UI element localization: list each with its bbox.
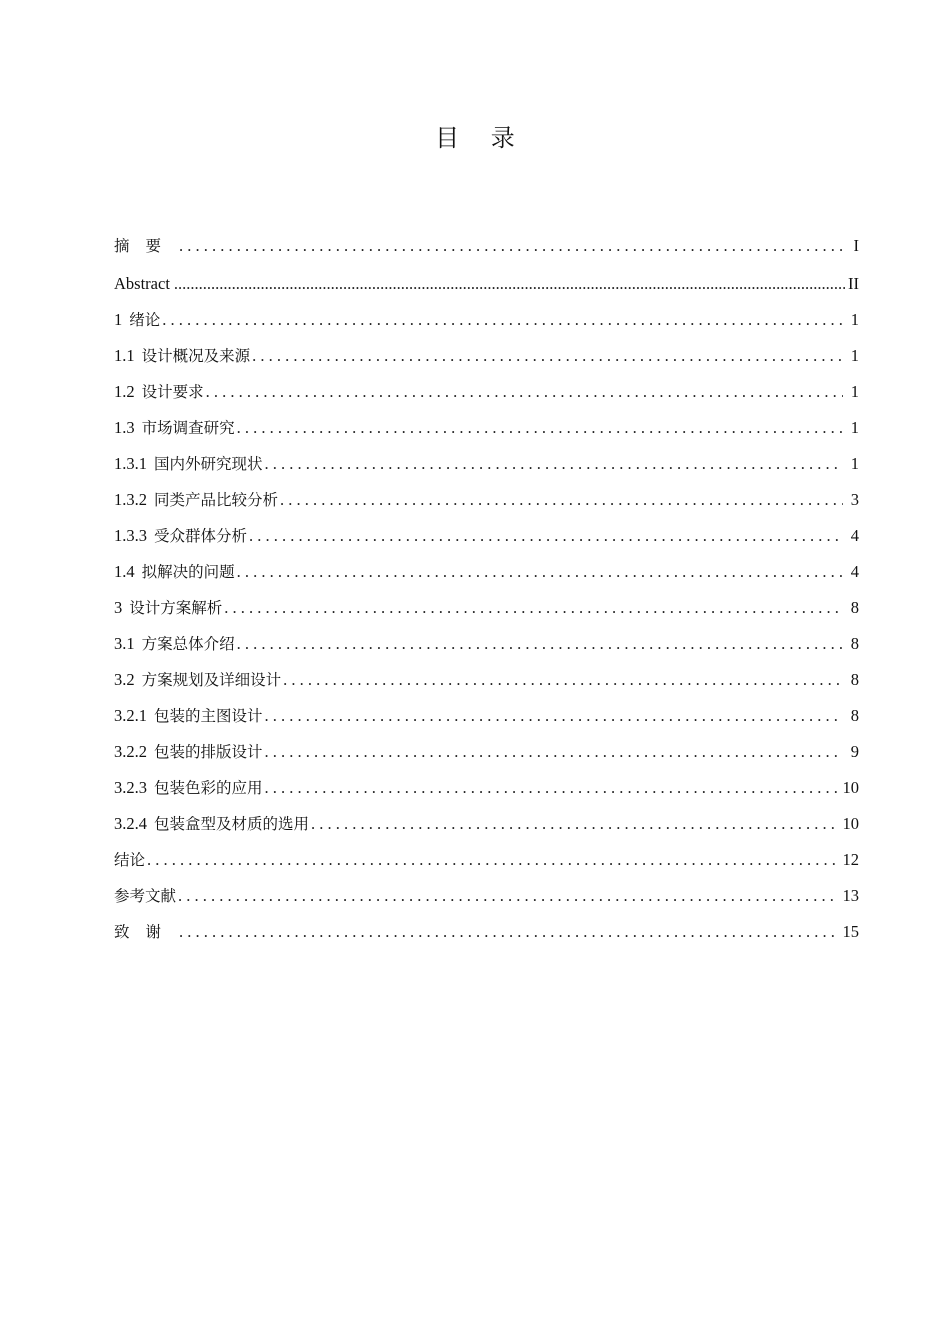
toc-entry-number: 1.3 [114,418,135,437]
toc-entry-label: 致谢 [114,923,178,941]
toc-leader-dots [265,446,843,482]
toc-leader-dots [147,842,838,878]
toc-leader-dots [179,914,838,950]
toc-entry-page: 10 [842,778,859,797]
toc-entry-page: 4 [850,562,859,581]
toc-leader-dots [283,662,843,698]
toc-leader-dots [249,518,843,554]
toc-entry-abstract-en[interactable] [114,266,859,302]
toc-entry-page: 8 [850,706,859,725]
toc-entry-number: 3.2.2 [114,742,147,761]
toc-entry-label: 结论 [114,851,146,869]
toc-entry-page: 1 [850,454,859,473]
toc-leader-dots [179,228,843,264]
toc-leader-dots [237,410,843,446]
toc-entry-number: 1.3.2 [114,490,147,509]
table-of-contents [114,228,859,952]
toc-entry-label: 市场调查研究 [141,419,235,437]
toc-entry-page: 12 [842,850,859,869]
toc-entry-page: 3 [850,490,859,509]
toc-entry-label: 受众群体分析 [154,527,248,545]
toc-entry-section-1-4[interactable] [114,554,859,590]
toc-entry-number: 1.3.3 [114,526,147,545]
toc-entry-section-3-2-1[interactable] [114,698,859,734]
toc-entry-number: 1.1 [114,346,135,365]
toc-entry-conclusion[interactable] [114,842,859,878]
toc-entry-label: 方案规划及详细设计 [141,671,282,689]
toc-entry-page: 1 [850,346,859,365]
toc-entry-number: 3.1 [114,634,135,653]
toc-leader-dots [162,302,843,338]
toc-entry-section-1-3-2[interactable] [114,482,859,518]
toc-entry-number: 3 [114,598,123,617]
toc-entry-label: 绪论 [129,311,161,329]
toc-entry-page: 9 [850,742,859,761]
toc-entry-page: 8 [850,598,859,617]
toc-entry-section-3-1[interactable] [114,626,859,662]
toc-entry-section-3-2-2[interactable] [114,734,859,770]
toc-entry-page: 1 [850,418,859,437]
toc-entry-label: 包装的排版设计 [154,743,263,761]
toc-leader-dots [252,338,843,374]
toc-entry-page: 8 [850,634,859,653]
toc-entry-number: 3.2.4 [114,814,147,833]
toc-leader-dots [265,770,839,806]
toc-leader-dots [311,806,838,842]
toc-entry-section-1-3-1[interactable] [114,446,859,482]
toc-entry-section-1-2[interactable] [114,374,859,410]
toc-leader-dots [178,878,838,914]
toc-entry-number: 3.2.3 [114,778,147,797]
toc-leader-dots [206,374,843,410]
toc-entry-section-3-2-3[interactable] [114,770,859,806]
toc-entry-label: 包装盒型及材质的选用 [154,815,310,833]
toc-leader-dots [280,482,843,518]
toc-leader-dots [265,734,843,770]
toc-entry-number: 3.2.1 [114,706,147,725]
toc-entry-chapter-3[interactable] [114,590,859,626]
toc-entry-label: 包装的主图设计 [154,707,263,725]
toc-leader-dots [224,590,843,626]
toc-entry-number: 3.2 [114,670,135,689]
toc-entry-page: 4 [850,526,859,545]
toc-entry-page: 13 [842,886,859,905]
toc-entry-abstract-cn[interactable] [114,228,859,266]
toc-entry-page: 15 [842,922,859,941]
toc-entry-label: 同类产品比较分析 [154,491,279,509]
toc-entry-section-3-2-4[interactable] [114,806,859,842]
toc-entry-label: 摘要 [114,237,178,255]
toc-entry-label: 设计要求 [141,383,204,401]
toc-entry-page: II [848,274,859,293]
toc-leader-dots [265,698,843,734]
toc-entry-page: I [853,236,859,255]
toc-entry-chapter-1[interactable] [114,302,859,338]
toc-entry-label: 包装色彩的应用 [154,779,263,797]
toc-entry-number: 1.3.1 [114,454,147,473]
toc-entry-page: 10 [842,814,859,833]
toc-entry-page: 8 [850,670,859,689]
toc-entry-section-1-3[interactable] [114,410,859,446]
toc-entry-label: 参考文献 [114,887,177,905]
toc-entry-number: 1.2 [114,382,135,401]
toc-entry-number: 1 [114,310,123,329]
toc-entry-label: 设计概况及来源 [141,347,251,365]
toc-entry-section-3-2[interactable] [114,662,859,698]
toc-entry-label: 方案总体介绍 [141,635,235,653]
toc-leader-dots [237,626,843,662]
toc-entry-section-1-1[interactable] [114,338,859,374]
page-title: 目 录 [435,124,527,152]
toc-entry-label: 国内外研究现状 [154,455,263,473]
toc-entry-references[interactable] [114,878,859,914]
toc-entry-label: Abstract [114,274,170,293]
toc-entry-number: 1.4 [114,562,135,581]
toc-entry-page: 1 [850,382,859,401]
toc-entry-label: 拟解决的问题 [141,563,235,581]
toc-entry-acknowledgements[interactable] [114,914,859,952]
toc-entry-section-1-3-3[interactable] [114,518,859,554]
toc-leader-dots [237,554,843,590]
toc-leader-dots [174,266,845,302]
toc-entry-page: 1 [850,310,859,329]
toc-entry-label: 设计方案解析 [129,599,223,617]
